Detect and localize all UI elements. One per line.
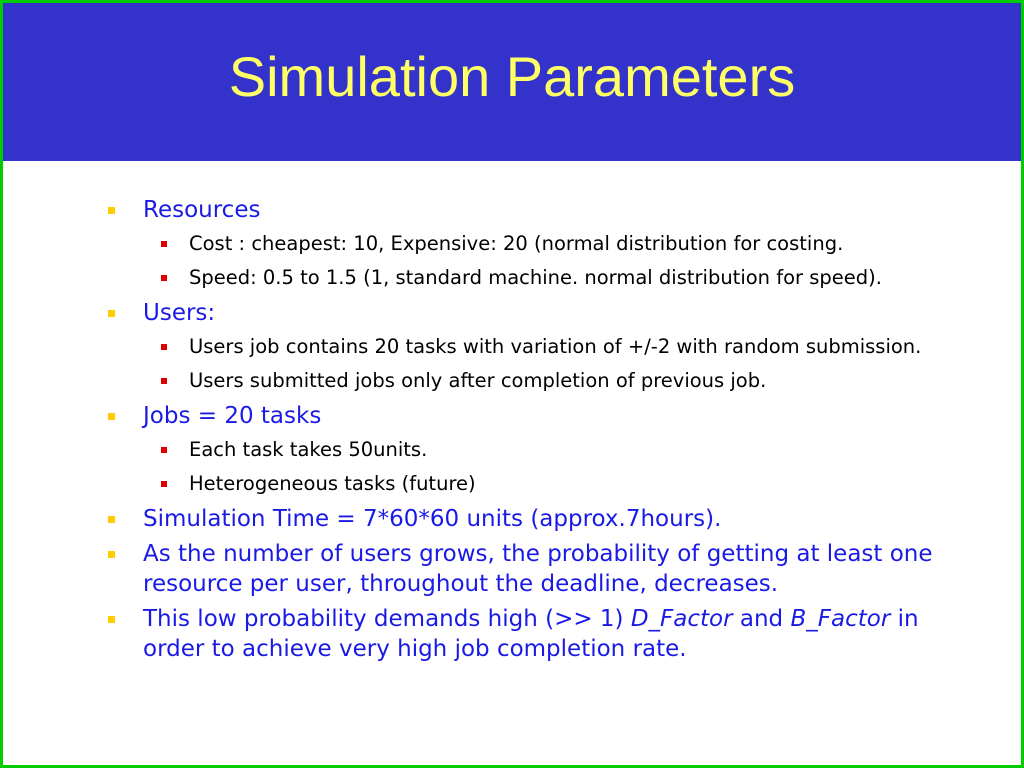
square-bullet-icon [161, 447, 167, 453]
sub-bullet-text: Users submitted jobs only after completion of previous job. [189, 369, 767, 392]
bullet-resources-label: Resources [143, 197, 261, 223]
resources-subitems [103, 230, 983, 292]
bullet-factors [103, 604, 983, 664]
slide-title: Simulation Parameters [228, 44, 796, 108]
bullet-resources [103, 195, 983, 225]
square-bullet-icon [161, 344, 167, 350]
factors-text-part1: This low probability demands high (>> 1) [143, 606, 631, 632]
sub-bullet-job-contents [103, 333, 983, 361]
square-bullet-icon [161, 378, 167, 384]
bullet-probability [103, 539, 983, 599]
slide-content [103, 195, 983, 669]
bullet-simulation-time-label: Simulation Time = 7*60*60 units (approx.7hours). [143, 506, 722, 532]
d-factor-term: D_Factor [630, 606, 733, 632]
title-bar [3, 3, 1021, 161]
bullet-users-label: Users: [143, 300, 216, 326]
jobs-subitems [103, 436, 983, 498]
sub-bullet-job-submission [103, 367, 983, 395]
sub-bullet-text: Heterogeneous tasks (future) [189, 472, 476, 495]
square-bullet-icon [108, 413, 115, 420]
square-bullet-icon [108, 616, 115, 623]
sub-bullet-cost [103, 230, 983, 258]
users-subitems [103, 333, 983, 395]
factors-text-part2: in order to achieve very high job completion rate. [143, 606, 919, 662]
sub-bullet-task-units [103, 436, 983, 464]
bullet-simulation-time [103, 504, 983, 534]
square-bullet-icon [108, 310, 115, 317]
bullet-jobs [103, 401, 983, 431]
sub-bullet-text: Users job contains 20 tasks with variation of +/-2 with random submission. [189, 335, 922, 358]
bullet-users [103, 298, 983, 328]
sub-bullet-speed [103, 264, 983, 292]
square-bullet-icon [108, 551, 115, 558]
bullet-probability-label: As the number of users grows, the probability of getting at least one resource per user, throughout the deadline, decreases. [143, 541, 933, 597]
b-factor-term: B_Factor [790, 606, 891, 632]
sub-bullet-text: Each task takes 50units. [189, 438, 428, 461]
bullet-jobs-label: Jobs = 20 tasks [143, 403, 322, 429]
sub-bullet-text: Cost : cheapest: 10, Expensive: 20 (normal distribution for costing. [189, 232, 844, 255]
square-bullet-icon [161, 241, 167, 247]
square-bullet-icon [108, 516, 115, 523]
sub-bullet-heterogeneous [103, 470, 983, 498]
square-bullet-icon [161, 481, 167, 487]
bullet-factors-text [143, 606, 919, 662]
square-bullet-icon [161, 275, 167, 281]
factors-text-and: and [732, 606, 791, 632]
square-bullet-icon [108, 207, 115, 214]
sub-bullet-text: Speed: 0.5 to 1.5 (1, standard machine. normal distribution for speed). [189, 266, 882, 289]
